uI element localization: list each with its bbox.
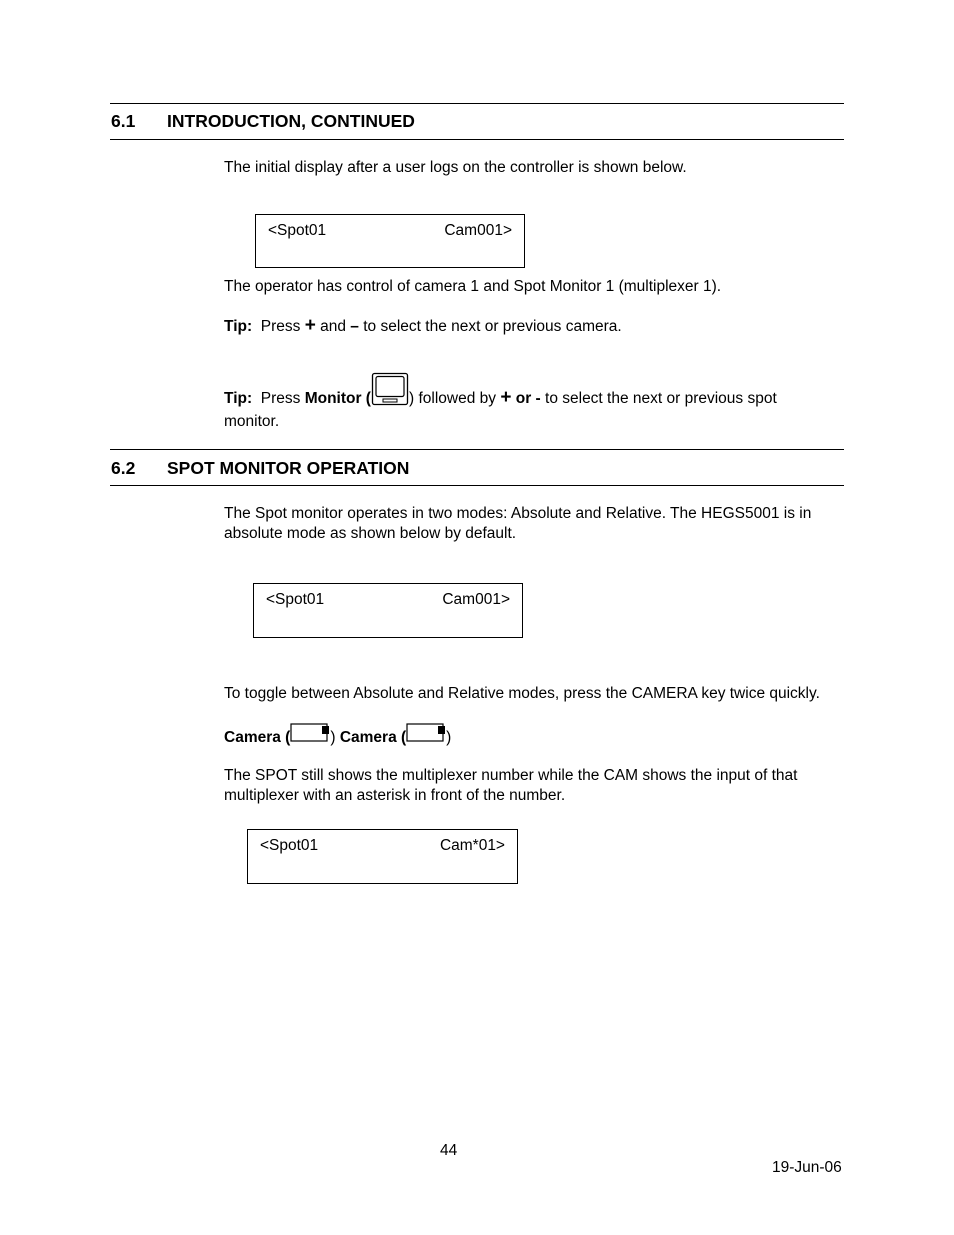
spot-mode-paragraph: The Spot monitor operates in two modes: Absolute and Relative. The HEGS5001 is in absolute mode as shown below by default.	[224, 505, 812, 542]
tip-text: and	[320, 318, 346, 335]
tip-text: Press	[260, 318, 301, 335]
section-number: 6.2	[111, 458, 136, 478]
camera-key-icon	[290, 723, 330, 751]
camera-keys-line	[224, 723, 839, 751]
tip-text: ) followed by	[408, 390, 496, 407]
section-heading	[111, 111, 415, 132]
camera-key-close: )	[446, 729, 452, 746]
section-bottom-rule	[110, 139, 844, 140]
footer-date: 19-Jun-06	[772, 1159, 842, 1176]
tip-text: to select the next or previous spot	[545, 390, 777, 407]
tip-text-line2: monitor.	[224, 412, 280, 430]
lcd-cam-text: Cam001>	[444, 222, 512, 239]
lcd-display	[255, 214, 525, 268]
camera-key-close: )	[330, 729, 336, 746]
lcd-spot-text: <Spot01	[260, 837, 319, 854]
monitor-icon	[371, 372, 409, 412]
plus-key-glyph: +	[500, 387, 512, 408]
lcd-spot-text: <Spot01	[268, 222, 327, 239]
intro-paragraph: The initial display after a user logs on the controller is shown below.	[224, 159, 687, 176]
lcd-cam-text: Cam001>	[442, 591, 510, 608]
plus-key-glyph: +	[304, 315, 316, 336]
tip-label: Tip:	[224, 390, 253, 407]
spot-explanation-paragraph: The SPOT still shows the multiplexer number while the CAM shows the input of that multiplexer with an asterisk in front of the number.	[224, 767, 798, 804]
tip-monitor-paragraph	[224, 372, 839, 431]
camera-key-label: Camera (	[339, 729, 407, 746]
section-title: INTRODUCTION, CONTINUED	[167, 111, 415, 131]
section-top-rule	[110, 103, 844, 104]
lcd-display	[247, 829, 518, 884]
tip-label: Tip:	[224, 318, 253, 335]
camera-key-icon	[406, 723, 446, 751]
page-number: 44	[440, 1142, 458, 1159]
tip-text: to select the next or previous camera.	[363, 318, 622, 335]
lcd-display	[253, 583, 523, 638]
section-title: SPOT MONITOR OPERATION	[167, 458, 410, 478]
minus-key-glyph: –	[350, 318, 359, 335]
section-bottom-rule	[110, 485, 844, 486]
section-top-rule	[110, 449, 844, 450]
tip-text: Press	[260, 390, 301, 407]
tip-camera-paragraph	[224, 316, 839, 337]
toggle-paragraph: To toggle between Absolute and Relative modes, press the CAMERA key twice quickly.	[224, 685, 820, 702]
lcd-spot-text: <Spot01	[266, 591, 325, 608]
section-number: 6.1	[111, 111, 136, 131]
camera-key-label: Camera (	[224, 729, 291, 746]
or-minus-text: or -	[515, 390, 541, 407]
section-heading	[111, 458, 409, 479]
monitor-key-label: Monitor (	[304, 390, 371, 407]
operator-paragraph: The operator has control of camera 1 and Spot Monitor 1 (multiplexer 1).	[224, 278, 722, 295]
lcd-cam-text: Cam*01>	[439, 837, 505, 854]
